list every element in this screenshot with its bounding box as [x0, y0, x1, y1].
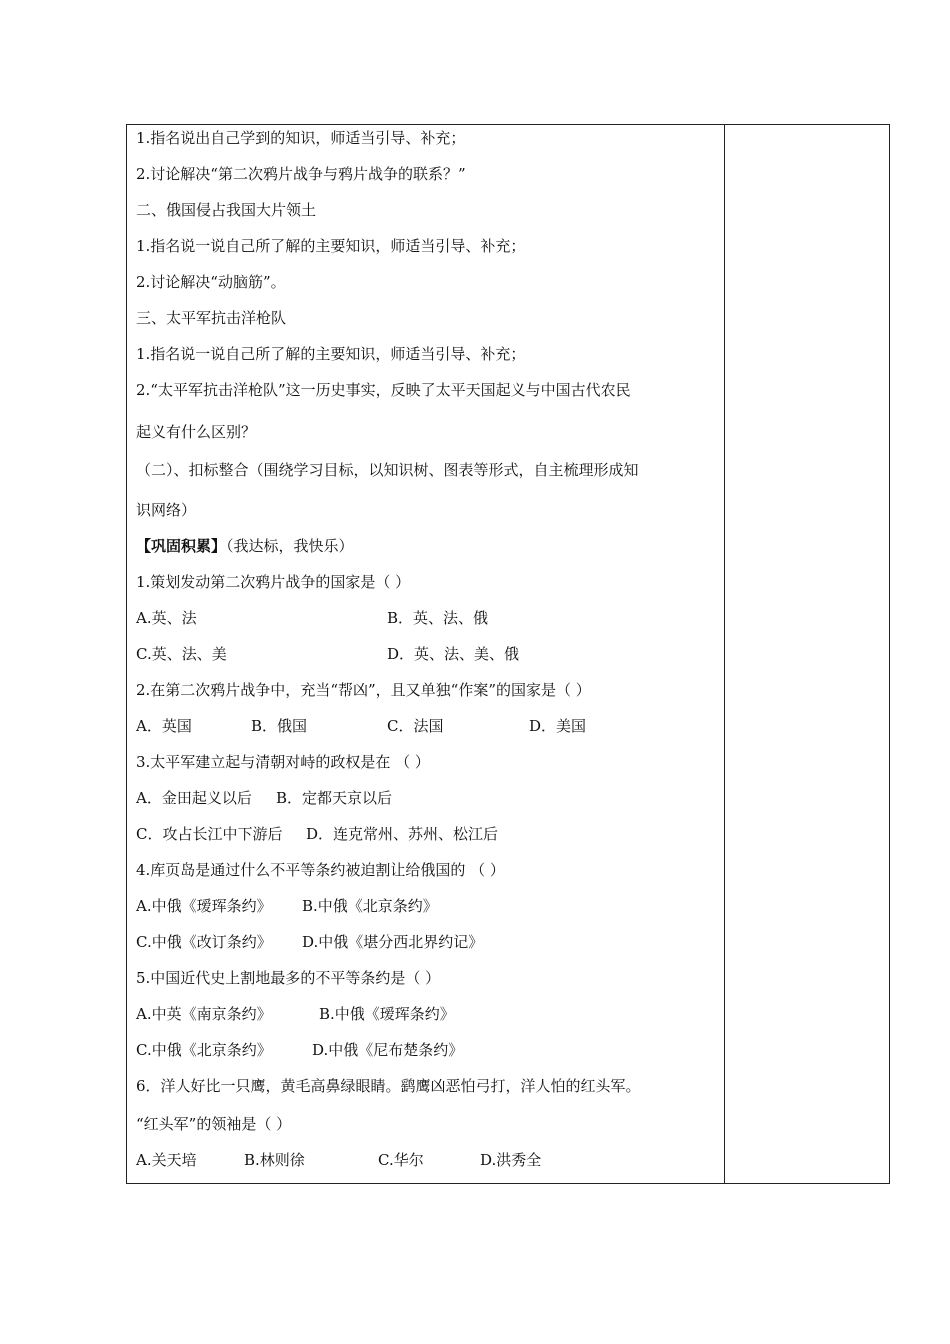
text-line: 2.讨论解决“动脑筋”。 — [136, 273, 286, 291]
text-line: 1.指名说一说自己所了解的主要知识，师适当引导、补充； — [136, 237, 526, 255]
text-line: 1.指名说一说自己所了解的主要知识，师适当引导、补充； — [136, 345, 526, 363]
question-option: A．英国 — [136, 717, 192, 735]
text-line: 起义有什么区别？ — [136, 423, 257, 441]
consolidation-heading — [136, 536, 354, 556]
text-line: 识网络） — [136, 501, 197, 519]
section-heading: 二、俄国侵占我国大片领土 — [136, 201, 317, 219]
question-stem: 2.在第二次鸦片战争中，充当“帮凶”，且又单独“作案”的国家是（ ） — [136, 681, 591, 699]
question-option: B．俄国 — [251, 717, 308, 735]
question-stem: 3.太平军建立起与清朝对峙的政权是在 （ ） — [136, 753, 430, 771]
question-option: C.英、法、美 — [136, 645, 227, 663]
question-option: D.中俄《尼布楚条约》 — [312, 1041, 464, 1059]
question-option: B．定都天京以后 — [276, 789, 393, 807]
question-option: C．法国 — [387, 717, 444, 735]
text-line: 2.“太平军抗击洋枪队”这一历史事实，反映了太平天国起义与中国古代农民 — [136, 381, 631, 399]
text-line: （二）、扣标整合（围绕学习目标，以知识树、图表等形式，自主梳理形成知 — [136, 461, 639, 479]
question-option: A.中俄《瑷珲条约》 — [136, 897, 272, 915]
question-option: D．英、法、美、俄 — [387, 645, 520, 663]
question-option: C．攻占长江中下游后 — [136, 825, 283, 843]
question-option: D．连克常州、苏州、松江后 — [306, 825, 499, 843]
question-option: B.中俄《北京条约》 — [302, 897, 438, 915]
lesson-table — [126, 124, 890, 1184]
question-stem: 6．洋人好比一只鹰，黄毛高鼻绿眼睛。鹞鹰凶恶怕弓打，洋人怕的红头军。 — [136, 1077, 641, 1095]
question-option: B．英、法、俄 — [387, 609, 489, 627]
question-option: C.中俄《改订条约》 — [136, 933, 272, 951]
question-option: C.华尔 — [378, 1151, 424, 1169]
question-stem: 1.策划发动第二次鸦片战争的国家是（ ） — [136, 573, 411, 591]
consolidation-title: 【巩固积累】 — [136, 537, 227, 555]
question-option: B.中俄《瑷珲条约》 — [319, 1005, 455, 1023]
question-option: B.林则徐 — [244, 1151, 305, 1169]
question-option: D.洪秀全 — [480, 1151, 542, 1169]
question-option: C.中俄《北京条约》 — [136, 1041, 272, 1059]
section-heading: 三、太平军抗击洋枪队 — [136, 309, 287, 327]
question-stem: 5.中国近代史上割地最多的不平等条约是（ ） — [136, 969, 441, 987]
question-stem: 4.库页岛是通过什么不平等条约被迫割让给俄国的 （ ） — [136, 861, 505, 879]
consolidation-subtitle: （我达标，我快乐） — [226, 537, 354, 555]
text-line: 2.讨论解决“第二次鸦片战争与鸦片战争的联系？” — [136, 165, 466, 183]
question-option: D.中俄《堪分西北界约记》 — [302, 933, 484, 951]
question-stem-continued: “红头军”的领袖是（ ） — [136, 1115, 292, 1133]
question-option: A.关天培 — [136, 1151, 197, 1169]
question-option: A．金田起义以后 — [136, 789, 252, 807]
text-line: 1.指名说出自己学到的知识，师适当引导、补充； — [136, 129, 466, 147]
question-option: D．美国 — [529, 717, 587, 735]
notes-cell — [725, 125, 889, 1183]
question-option: A.中英《南京条约》 — [136, 1005, 272, 1023]
question-option: A.英、法 — [136, 609, 197, 627]
